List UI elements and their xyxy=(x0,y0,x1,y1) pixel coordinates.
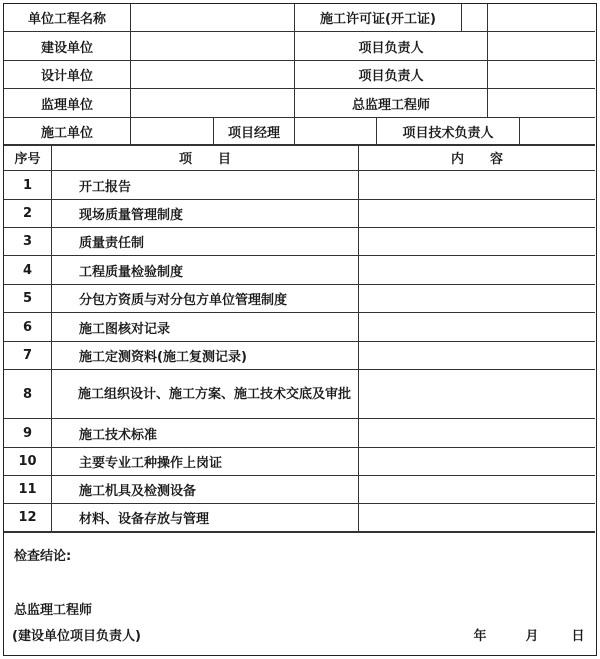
row-item: 开工报告 xyxy=(79,179,132,195)
row-no: 8 xyxy=(22,386,33,402)
permit-field[interactable] xyxy=(462,4,595,31)
row-content-field[interactable] xyxy=(359,476,595,503)
design-manager-field[interactable] xyxy=(488,61,595,88)
row-item: 施工组织设计、施工方案、施工技术交底及审批 xyxy=(78,386,352,402)
row-no: 3 xyxy=(22,234,33,249)
design-unit-field[interactable] xyxy=(131,61,294,88)
month-label: 月 xyxy=(525,628,539,644)
row-content-field[interactable] xyxy=(359,171,595,199)
row-item: 施工定测资料(施工复测记录) xyxy=(79,350,247,365)
tech-manager-field[interactable] xyxy=(520,118,595,144)
col-content-header: 内 容 xyxy=(450,152,503,167)
divider xyxy=(51,145,52,531)
row-no: 11 xyxy=(18,482,37,497)
owner-manager-label: 项目负责人 xyxy=(358,40,424,56)
row-no: 10 xyxy=(18,454,37,469)
row-item: 材料、设备存放与管理 xyxy=(79,512,210,527)
project-name-field[interactable] xyxy=(131,4,294,31)
row-item: 现场质量管理制度 xyxy=(79,208,184,223)
row-no: 4 xyxy=(22,262,33,278)
chief-engineer-label: 总监理工程师 xyxy=(351,97,430,113)
row-content-field[interactable] xyxy=(359,256,595,284)
row-no: 2 xyxy=(22,206,33,221)
project-manager-field[interactable] xyxy=(295,118,376,144)
row-no: 9 xyxy=(22,425,33,441)
construction-unit-field[interactable] xyxy=(131,118,213,144)
permit-label: 施工许可证(开工证) xyxy=(320,12,436,27)
divider xyxy=(4,531,595,533)
row-content-field[interactable] xyxy=(359,504,595,531)
construction-unit-label: 施工单位 xyxy=(40,125,93,141)
row-content-field[interactable] xyxy=(359,200,595,227)
conclusion-label: 检查结论: xyxy=(14,548,72,564)
design-unit-label: 设计单位 xyxy=(40,69,93,84)
row-item: 工程质量检验制度 xyxy=(79,264,184,280)
chief-engineer-field[interactable] xyxy=(488,89,595,117)
chief-signature-label: 总监理工程师 xyxy=(14,602,93,618)
row-content-field[interactable] xyxy=(359,228,595,255)
row-no: 7 xyxy=(22,348,33,363)
row-content-field[interactable] xyxy=(359,419,595,447)
tech-manager-label: 项目技术负责人 xyxy=(402,125,494,141)
project-name-label: 单位工程名称 xyxy=(27,12,106,27)
row-item: 施工技术标准 xyxy=(79,427,158,443)
row-item: 施工图核对记录 xyxy=(79,321,171,337)
col-item-header: 项 目 xyxy=(178,152,231,167)
project-manager-label: 项目经理 xyxy=(227,125,280,141)
row-no: 6 xyxy=(22,319,33,335)
row-item: 主要专业工种操作上岗证 xyxy=(79,456,223,471)
row-content-field[interactable] xyxy=(359,285,595,312)
design-manager-label: 项目负责人 xyxy=(358,69,424,84)
row-no: 12 xyxy=(18,510,37,525)
supervision-unit-field[interactable] xyxy=(131,89,294,117)
row-content-field[interactable] xyxy=(359,448,595,475)
row-item: 分包方资质与对分包方单位管理制度 xyxy=(79,293,288,308)
row-content-field[interactable] xyxy=(359,370,595,418)
owner-unit-field[interactable] xyxy=(131,32,294,60)
supervision-unit-label: 监理单位 xyxy=(40,97,93,113)
row-item: 质量责任制 xyxy=(79,236,145,251)
owner-signature-label: (建设单位项目负责人) xyxy=(12,628,141,644)
year-label: 年 xyxy=(473,628,487,644)
inspection-form xyxy=(3,3,597,656)
row-item: 施工机具及检测设备 xyxy=(79,484,197,499)
owner-unit-label: 建设单位 xyxy=(40,40,93,56)
row-content-field[interactable] xyxy=(359,313,595,341)
col-no-header: 序号 xyxy=(14,152,41,167)
owner-manager-field[interactable] xyxy=(488,32,595,60)
day-label: 日 xyxy=(571,628,585,644)
row-no: 5 xyxy=(22,291,33,306)
row-content-field[interactable] xyxy=(359,342,595,369)
row-no: 1 xyxy=(22,177,33,193)
